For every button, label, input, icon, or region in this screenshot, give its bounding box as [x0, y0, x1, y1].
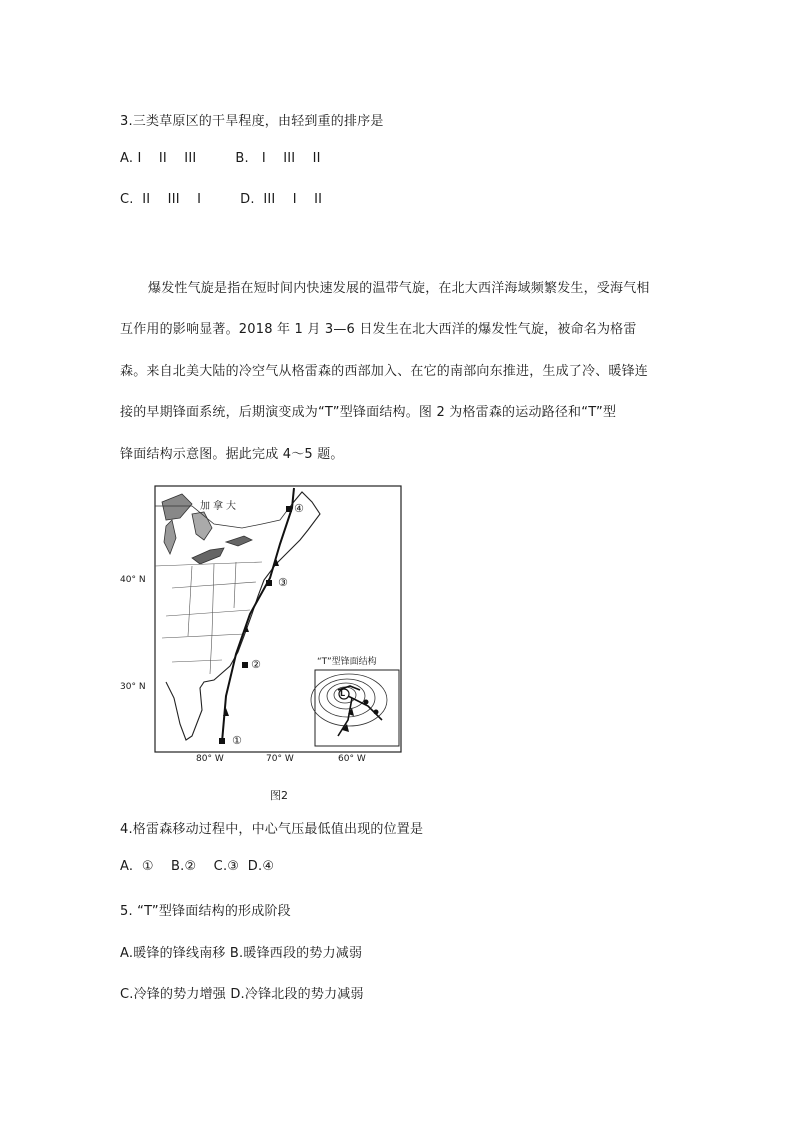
- passage-line-2: 互作用的影响显著。2018 年 1 月 3—6 日发生在北大西洋的爆发性气旋，被命名为格雷: [120, 322, 637, 337]
- track-point-3-label: ③: [278, 576, 288, 589]
- canada-label: 加拿大: [200, 501, 239, 512]
- track-point-4-label: ④: [294, 502, 304, 515]
- q5-options-row2: C.冷锋的势力增强 D.冷锋北段的势力减弱: [120, 987, 364, 1002]
- inset-frame: [315, 670, 399, 746]
- track-point-1: [219, 738, 225, 744]
- figure-caption: 图2: [270, 789, 288, 802]
- track-point-1-label: ①: [232, 734, 242, 747]
- lon-60-label: 60° W: [338, 754, 366, 764]
- q5-options-row1: A.暖锋的锋线南移 B.暖锋西段的势力减弱: [120, 946, 363, 961]
- lon-70-label: 70° W: [266, 754, 294, 764]
- q4-options: A. ① B.② C.③ D.④: [120, 859, 275, 874]
- passage-line-4: 接的早期锋面系统，后期演变成为“T”型锋面结构。图 2 为格雷森的运动路径和“T”型: [120, 405, 617, 420]
- q3-stem: 3.三类草原区的干旱程度，由轻到重的排序是: [120, 114, 384, 129]
- q3-options-row2: C. II III I D. III I II: [120, 192, 323, 207]
- track-point-4: [286, 506, 292, 512]
- track-point-2-label: ②: [251, 658, 261, 671]
- q4-stem: 4.格雷森移动过程中，中心气压最低值出现的位置是: [120, 822, 424, 837]
- track-point-3: [266, 580, 272, 586]
- passage-line-5: 锋面结构示意图。据此完成 4～5 题。: [120, 447, 344, 462]
- inset-title: “T”型锋面结构: [317, 657, 377, 667]
- map-svg: [152, 484, 404, 754]
- inset-low-label: L: [340, 689, 346, 698]
- passage-line-1: 爆发性气旋是指在短时间内快速发展的温带气旋，在北大西洋海域频繁发生，受海气相: [148, 281, 650, 296]
- passage-line-3: 森。来自北美大陆的冷空气从格雷森的西部加入、在它的南部向东推进，生成了冷、暖锋连: [120, 364, 649, 379]
- q3-options-row1: A. I II III B. I III II: [120, 151, 321, 166]
- figure-map: [120, 484, 404, 764]
- track-point-2: [242, 662, 248, 668]
- lat-40-label: 40° N: [120, 575, 146, 585]
- lon-80-label: 80° W: [196, 754, 224, 764]
- lat-30-label: 30° N: [120, 682, 146, 692]
- q5-stem: 5. “T”型锋面结构的形成阶段: [120, 904, 291, 919]
